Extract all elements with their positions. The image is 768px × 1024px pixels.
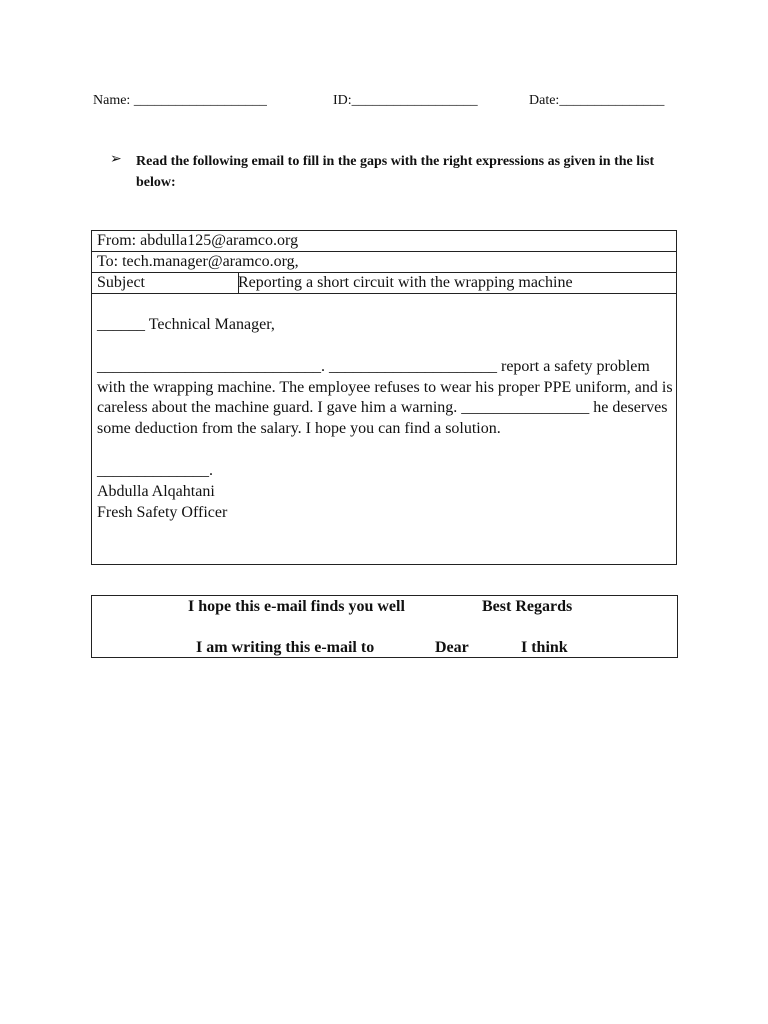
instruction-text: Read the following email to fill in the gaps with the right expressions as given in the list below: (136, 154, 655, 190)
id-field: ID:__________________ (333, 93, 478, 108)
word-bank-item: Best Regards (482, 598, 573, 615)
signer-name: Abdulla Alqahtani (97, 482, 215, 500)
email-box (91, 230, 677, 565)
arrow-bullet-icon: ➢ (110, 151, 122, 167)
subject-value: Reporting a short circuit with the wrapping machine (238, 274, 573, 291)
email-subject-row (92, 273, 676, 294)
email-greeting: ______ Technical Manager, (97, 316, 275, 333)
signer-title: Fresh Safety Officer (97, 503, 228, 521)
word-bank-item: I am writing this e-mail to (196, 639, 375, 656)
email-paragraph: ____________________________. _____________________ report a safety problem with the wrapping machine. The employee refuses to wear his proper PPE uniform, and is careless about the machine guard. I gave him a warning. ________________ he deserves some deduction from the salary. I hope you can find a solution. (97, 357, 673, 438)
word-bank-item: Dear (435, 639, 469, 656)
email-from-row: From: abdulla125@aramco.org (92, 231, 676, 252)
subject-label: Subject (92, 273, 239, 293)
word-bank-item: I hope this e-mail finds you well (188, 598, 405, 615)
word-bank-box (91, 595, 678, 658)
email-closing: ______________. (97, 461, 213, 479)
email-to-row: To: tech.manager@aramco.org, (92, 252, 676, 273)
word-bank-item: I think (521, 639, 568, 656)
date-field: Date:_______________ (529, 93, 665, 108)
email-body (97, 315, 673, 523)
name-field: Name: ___________________ (93, 93, 267, 108)
